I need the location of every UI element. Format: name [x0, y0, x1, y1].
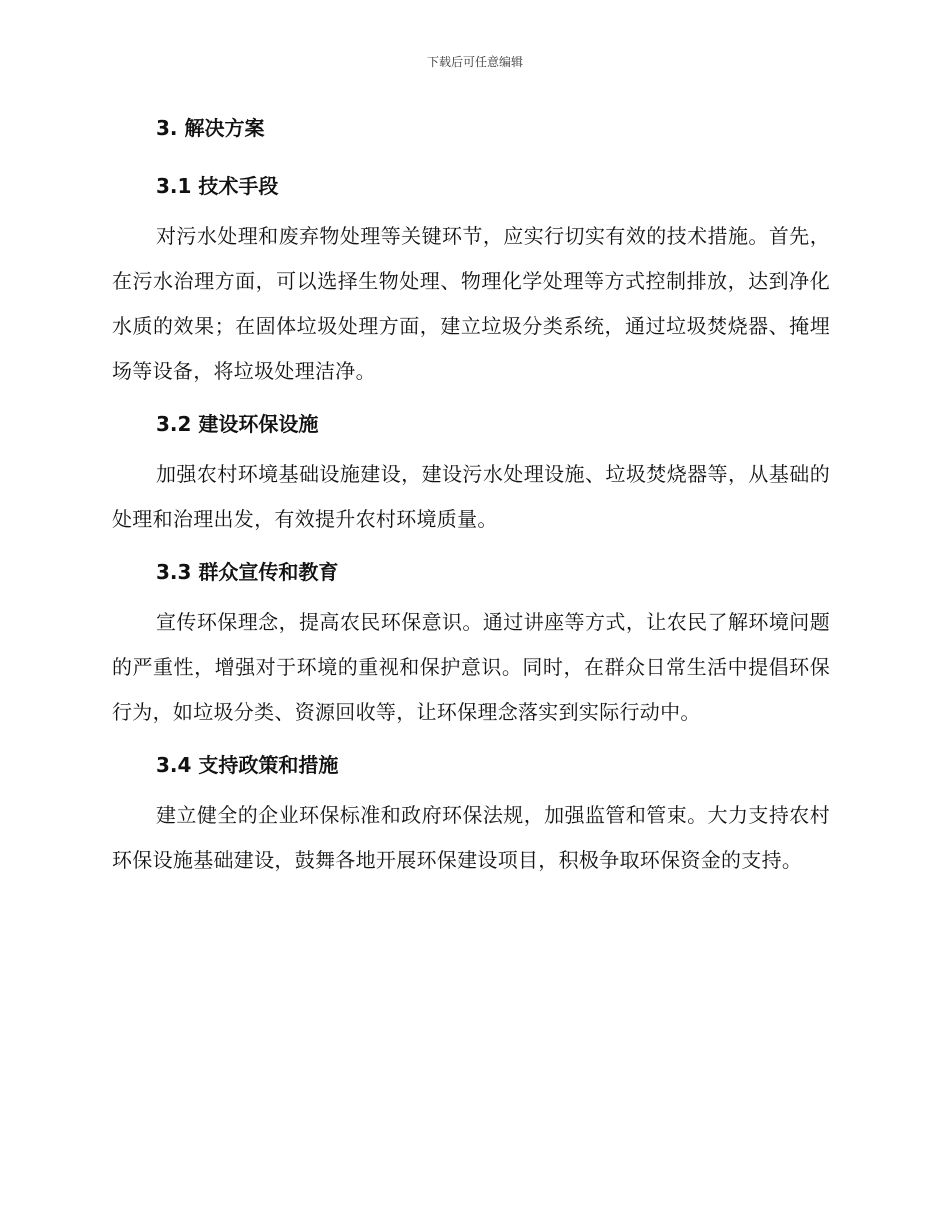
subsection-title-3-3: 3.3 群众宣传和教育 [156, 560, 339, 584]
document-body [112, 110, 830, 883]
paragraph-3-4: 建立健全的企业环保标准和政府环保法规，加强监管和管束。大力支持农村环保设施基础建设，鼓舞各地开展环保建设项目，积极争取环保资金的支持。 [112, 803, 830, 872]
paragraph-3-3: 宣传环保理念，提高农民环保意识。通过讲座等方式，让农民了解环境问题的严重性，增强对于环境的重视和保护意识。同时，在群众日常生活中提倡环保行为，如垃圾分类、资源回收等，让环保理念落实到实际行动中。 [112, 610, 830, 724]
paragraph-3-2: 加强农村环境基础设施建设，建设污水处理设施、垃圾焚烧器等，从基础的处理和治理出发，有效提升农村环境质量。 [112, 462, 830, 531]
page-header: 下载后可任意编辑 [426, 55, 523, 69]
paragraph-3-1: 对污水处理和废弃物处理等关键环节，应实行切实有效的技术措施。首先，在污水治理方面，可以选择生物处理、物理化学处理等方式控制排放，达到净化水质的效果；在固体垃圾处理方面，建立垃圾分类系统，通过垃圾焚烧器、掩埋场等设备，将垃圾处理洁净。 [112, 224, 830, 383]
subsection-title-3-1: 3.1 技术手段 [156, 174, 279, 198]
subsection-title-3-4: 3.4 支持政策和措施 [156, 753, 339, 777]
subsection-title-3-2: 3.2 建设环保设施 [156, 412, 319, 436]
section-title: 3. 解决方案 [156, 116, 265, 140]
